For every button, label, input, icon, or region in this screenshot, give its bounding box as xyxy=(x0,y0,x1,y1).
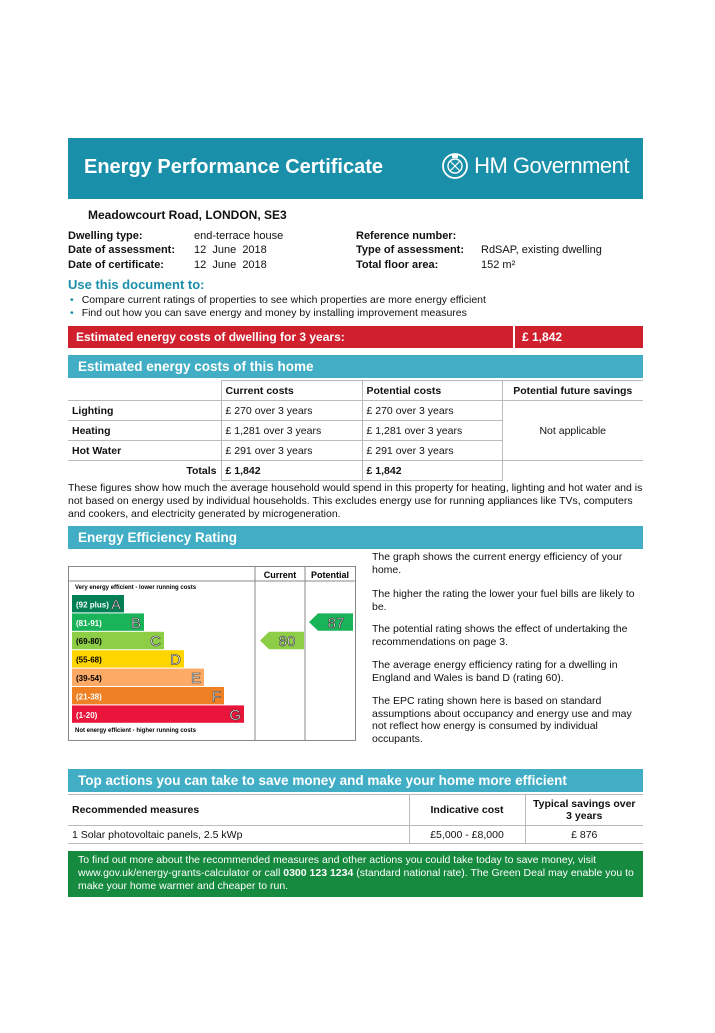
table-row xyxy=(68,795,643,826)
current-costs-header: Current costs xyxy=(221,381,362,401)
divider xyxy=(513,326,515,348)
band-b-range: (81-91) xyxy=(76,618,102,628)
efficiency-description: The average energy efficiency rating for a dwelling in England and Wales is band D (rating 60). xyxy=(372,659,618,684)
totals-label: Totals xyxy=(186,464,217,477)
band-c-letter: C xyxy=(150,633,161,651)
bullet-icon: • xyxy=(70,307,74,319)
heating-potential: £ 1,281 over 3 years xyxy=(362,421,502,441)
potential-rating-value: 87 xyxy=(327,614,345,632)
band-e-range: (39-54) xyxy=(76,674,102,683)
efficiency-chart-svg xyxy=(69,567,355,740)
estimated-total-label: Estimated energy costs of dwelling for 3 years: xyxy=(76,330,345,344)
certificate-date-label: Date of certificate: xyxy=(68,259,164,271)
assessment-type-label: Type of assessment: xyxy=(356,244,465,256)
list-item: • Compare current ratings of properties to see which properties are more energy efficient xyxy=(70,294,486,306)
savings-cell: £ 876 xyxy=(525,826,643,844)
band-f-letter: F xyxy=(211,688,221,706)
measures-header: Recommended measures xyxy=(68,795,409,826)
heating-label: Heating xyxy=(68,421,221,441)
efficiency-description: The potential rating shows the effect of undertaking the recommendations on page 3. xyxy=(372,623,628,648)
band-f-range: (21-38) xyxy=(76,692,102,702)
band-d-range: (55-68) xyxy=(76,655,102,665)
hot-water-label: Hot Water xyxy=(68,441,221,461)
phone-number: 0300 123 1234 xyxy=(283,867,354,879)
savings-value: Not applicable xyxy=(502,401,643,461)
assessment-date-value: 12 June 2018 xyxy=(194,244,267,256)
floor-area-label: Total floor area: xyxy=(356,259,439,271)
bullet-icon: • xyxy=(70,294,74,306)
band-g-bar xyxy=(72,705,244,722)
table-row xyxy=(68,401,643,421)
future-savings-header: Potential future savings xyxy=(502,381,643,401)
footer-text: To find out more about the recommended measures and other actions you could take today to save money, visit www.gov.uk/energy-grants-calculator or call 0300 123 1234 (standard national rate). The Green Deal may enable you to make your home warmer and cheaper to run. xyxy=(78,854,634,892)
top-caption: Very energy efficient - lower running costs xyxy=(75,585,197,591)
costs-section-heading: Estimated energy costs of this home xyxy=(68,355,643,378)
estimated-total-bar xyxy=(68,326,643,348)
table-row xyxy=(68,461,643,481)
dwelling-type-label: Dwelling type: xyxy=(68,230,143,242)
use-document-heading: Use this document to: xyxy=(68,277,205,292)
table-row xyxy=(68,826,643,844)
band-e-letter: E xyxy=(190,670,201,687)
band-g-range: (1-20) xyxy=(76,710,98,720)
band-b-letter: B xyxy=(130,614,141,632)
band-c-range: (69-80) xyxy=(76,637,102,647)
efficiency-description: The higher the rating the lower your fuel bills are likely to be. xyxy=(372,588,635,613)
efficiency-chart xyxy=(68,566,356,741)
lighting-label: Lighting xyxy=(68,401,221,421)
actions-table xyxy=(68,794,643,844)
certificate-header xyxy=(68,138,643,199)
lighting-current: £ 270 over 3 years xyxy=(221,401,362,421)
efficiency-description: The EPC rating shown here is based on standard assumptions about occupancy and energy use and may not reflect how energy is consumed by individual occupants. xyxy=(372,695,632,745)
hot-water-potential: £ 291 over 3 years xyxy=(362,441,502,461)
heating-current: £ 1,281 over 3 years xyxy=(221,421,362,441)
estimated-total-value: £ 1,842 xyxy=(522,330,563,344)
band-a-range: (92 plus) xyxy=(76,600,109,610)
band-a-letter: A xyxy=(110,596,121,614)
royal-crest-icon xyxy=(441,152,469,180)
hm-government-logo xyxy=(441,152,629,180)
band-d-letter: D xyxy=(170,651,181,669)
dwelling-type-value: end-terrace house xyxy=(194,230,284,242)
certificate-date-value: 12 June 2018 xyxy=(194,259,267,271)
totals-potential: £ 1,842 xyxy=(362,461,502,481)
band-g-letter: G xyxy=(229,706,241,724)
bottom-caption: Not energy efficient - higher running costs xyxy=(75,728,197,734)
floor-area-value: 152 m² xyxy=(481,259,516,271)
actions-section-heading: Top actions you can take to save money and make your home more efficient xyxy=(68,769,643,792)
cost-header: Indicative cost xyxy=(409,795,525,826)
hot-water-current: £ 291 over 3 years xyxy=(221,441,362,461)
table-row xyxy=(68,381,643,401)
potential-column-header: Potential xyxy=(310,570,350,580)
current-rating-value: 80 xyxy=(278,633,296,651)
costs-table xyxy=(68,380,643,481)
cost-cell: £5,000 - £8,000 xyxy=(409,826,525,844)
efficiency-description: The graph shows the current energy efficiency of your home. xyxy=(372,551,623,576)
savings-header: Typical savings over 3 years xyxy=(525,795,643,826)
property-address: Meadowcourt Road, LONDON, SE3 xyxy=(88,208,287,222)
list-item: • Find out how you can save energy and money by installing improvement measures xyxy=(70,307,467,319)
costs-note: These figures show how much the average household would spend in this property for heating, lighting and hot water and is not based on energy used by individual households. This excludes energy use for running appliances like TVs, computers and cookers, and electricity generated by microgeneration. xyxy=(68,482,643,520)
current-column-header: Current xyxy=(263,570,297,580)
potential-costs-header: Potential costs xyxy=(362,381,502,401)
reference-label: Reference number: xyxy=(356,230,457,242)
measure-cell: 1 Solar photovoltaic panels, 2.5 kWp xyxy=(68,826,409,844)
green-deal-footer xyxy=(68,851,643,897)
hm-government-text: HM Government xyxy=(474,153,629,178)
assessment-type-value: RdSAP, existing dwelling xyxy=(481,244,602,256)
assessment-date-label: Date of assessment: xyxy=(68,244,175,256)
totals-current: £ 1,842 xyxy=(221,461,362,481)
page-title: Energy Performance Certificate xyxy=(84,156,384,178)
lighting-potential: £ 270 over 3 years xyxy=(362,401,502,421)
efficiency-section-heading: Energy Efficiency Rating xyxy=(68,526,643,549)
